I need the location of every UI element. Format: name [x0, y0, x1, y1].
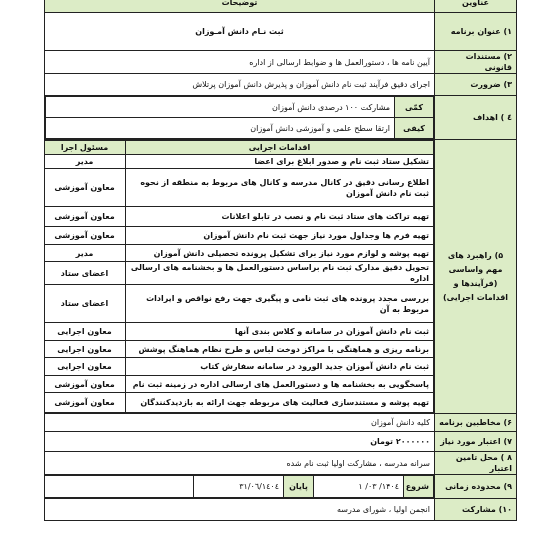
strategy-responsible: معاون اجرایی — [45, 323, 126, 341]
strategy-item — [45, 245, 434, 262]
strategy-item — [45, 169, 434, 207]
goals-qual-label: کیفی — [395, 118, 434, 139]
strategy-responsible: مدیر — [45, 245, 126, 262]
credit-value: ۲۰۰۰۰۰۰ تومان — [45, 432, 435, 452]
audience-value: کلیه دانش آموزان — [45, 414, 435, 432]
audience-row — [45, 414, 517, 432]
start-label: شروع — [404, 476, 434, 498]
strategy-responsible: اعضای ستاد — [45, 262, 126, 285]
strategy-action: بررسی مجدد پرونده های ثبت نامی و پیگیری جهت رفع نواقص و ایرادات مربوط به آن — [126, 285, 434, 323]
funding-value: سرانه مدرسه ، مشارکت اولیا ثبت نام شده — [45, 452, 435, 475]
goals-label: ٤ ) اهداف — [435, 96, 517, 140]
goals-qual-value: ارتقا سطح علمی و آموزشی دانش آموزان — [46, 118, 395, 139]
participation-label: ۱۰) مشارکت — [435, 499, 517, 521]
strategy-responsible: اعضای ستاد — [45, 285, 126, 323]
strategy-item — [45, 227, 434, 245]
header-row — [45, 0, 517, 13]
program-table — [44, 0, 517, 521]
strategy-responsible: مدیر — [45, 155, 126, 169]
goals-row — [45, 96, 517, 140]
start-date: ۱۴۰٤/ ۰۳/ ۱ — [314, 476, 404, 498]
header-titles: عناوین — [435, 0, 517, 13]
end-label: پایان — [284, 476, 314, 498]
strategies-label: ۵) راهبرد های مهم واساسی (فرآیندها و اقدامات اجرایی) — [435, 140, 517, 414]
schedule-label: ۹) محدوده زمانی — [435, 475, 517, 499]
participation-row — [45, 499, 517, 521]
strategy-responsible: معاون آموزشی — [45, 376, 126, 393]
strategy-action: برنامه ریزی و هماهنگی با مراکز دوخت لباس و طرح نظام هماهنگ پوشش — [126, 341, 434, 358]
strategy-item — [45, 285, 434, 323]
participation-value: انجمن اولیا ، شورای مدرسه — [45, 499, 435, 521]
legal-label: ۲) مستندات قانونی — [435, 51, 517, 74]
audience-label: ۶) مخاطبین برنامه — [435, 414, 517, 432]
strategy-responsible: معاون اجرایی — [45, 341, 126, 358]
strategy-action: تشکیل ستاد ثبت نام و صدور ابلاغ برای اعضا — [126, 155, 434, 169]
program-title-value: ثبت نـام دانش آمـوزان — [45, 13, 435, 51]
actions-header: اقدامات اجرایی — [126, 141, 434, 155]
program-title-row — [45, 13, 517, 51]
strategies-table — [45, 140, 435, 413]
strategy-item — [45, 341, 434, 358]
strategy-action: اطلاع رسانی دقیق در کانال مدرسه و کانال های مربوط به منطقه از نحوه ثبت نام دانش آموزان — [126, 169, 434, 207]
legal-value: آیین نامه ها ، دستورالعمل ها و ضوابط ارسالی از اداره — [45, 51, 435, 74]
strategy-action: تهیه تراکت های ستاد ثبت نام و نصب در تابلو اعلانات — [126, 207, 434, 227]
strategy-responsible: معاون آموزشی — [45, 169, 126, 207]
strategy-responsible: معاون آموزشی — [45, 393, 126, 413]
strategy-list — [45, 155, 434, 413]
necessity-row — [45, 74, 517, 96]
strategy-responsible: معاون اجرایی — [45, 358, 126, 376]
strategy-item — [45, 262, 434, 285]
strategy-action: تهیه فرم ها وجداول مورد نیاز جهت ثبت نام دانش آموزان — [126, 227, 434, 245]
goals-table — [45, 96, 434, 139]
strategy-item — [45, 376, 434, 393]
legal-row — [45, 51, 517, 74]
strategy-action: تحویل دقیق مدارک ثبت نام براساس دستورالعمل ها و بخشنامه های ارسالی اداره — [126, 262, 434, 285]
responsible-header: مسئول اجرا — [45, 141, 126, 155]
strategy-item — [45, 323, 434, 341]
header-descriptions: توضیحات — [45, 0, 435, 13]
credit-label: ۷) اعتبار مورد نیاز — [435, 432, 517, 452]
strategy-action: پاسخگویی به بخشنامه ها و دستورالعمل های ارسالی اداره در زمینه ثبت نام — [126, 376, 434, 393]
credit-row — [45, 432, 517, 452]
strategy-item — [45, 358, 434, 376]
program-title-label: ۱) عنوان برنامه — [435, 13, 517, 51]
goals-quant-value: مشارکت ۱۰۰ درصدی دانش آموزان — [46, 97, 395, 118]
schedule-row — [45, 475, 517, 499]
strategy-action: تهیه پوشه و مستندسازی فعالیت های مربوطه جهت ارائه به بازدیدکنندگان — [126, 393, 434, 413]
strategy-action: ثبت نام دانش آموزان جدید الورود در سامانه سفارش کتاب — [126, 358, 434, 376]
strategy-item — [45, 155, 434, 169]
goals-quant-label: کمّی — [395, 97, 434, 118]
schedule-table — [45, 475, 435, 498]
necessity-value: اجرای دقیق فرآیند ثبت نام دانش آموزان و پذیرش دانش آموزان پرتلاش — [45, 74, 435, 96]
funding-label: ۸ ) محل تامین اعتبار — [435, 452, 517, 475]
funding-row — [45, 452, 517, 475]
end-date: ۱٤۰٤/۰٦/۳۱ — [194, 476, 284, 498]
necessity-label: ۳) ضرورت — [435, 74, 517, 96]
strategies-header — [45, 141, 434, 155]
strategy-action: ثبت نام دانش آموزان در سامانه و کلاس بندی آنها — [126, 323, 434, 341]
strategy-responsible: معاون آموزشی — [45, 207, 126, 227]
strategy-action: تهیه پوشه و لوازم مورد نیاز برای تشکیل پرونده تحصیلی دانش آموزان — [126, 245, 434, 262]
strategy-item — [45, 393, 434, 413]
strategies-row — [45, 140, 517, 414]
strategy-responsible: معاون آموزشی — [45, 227, 126, 245]
strategy-item — [45, 207, 434, 227]
